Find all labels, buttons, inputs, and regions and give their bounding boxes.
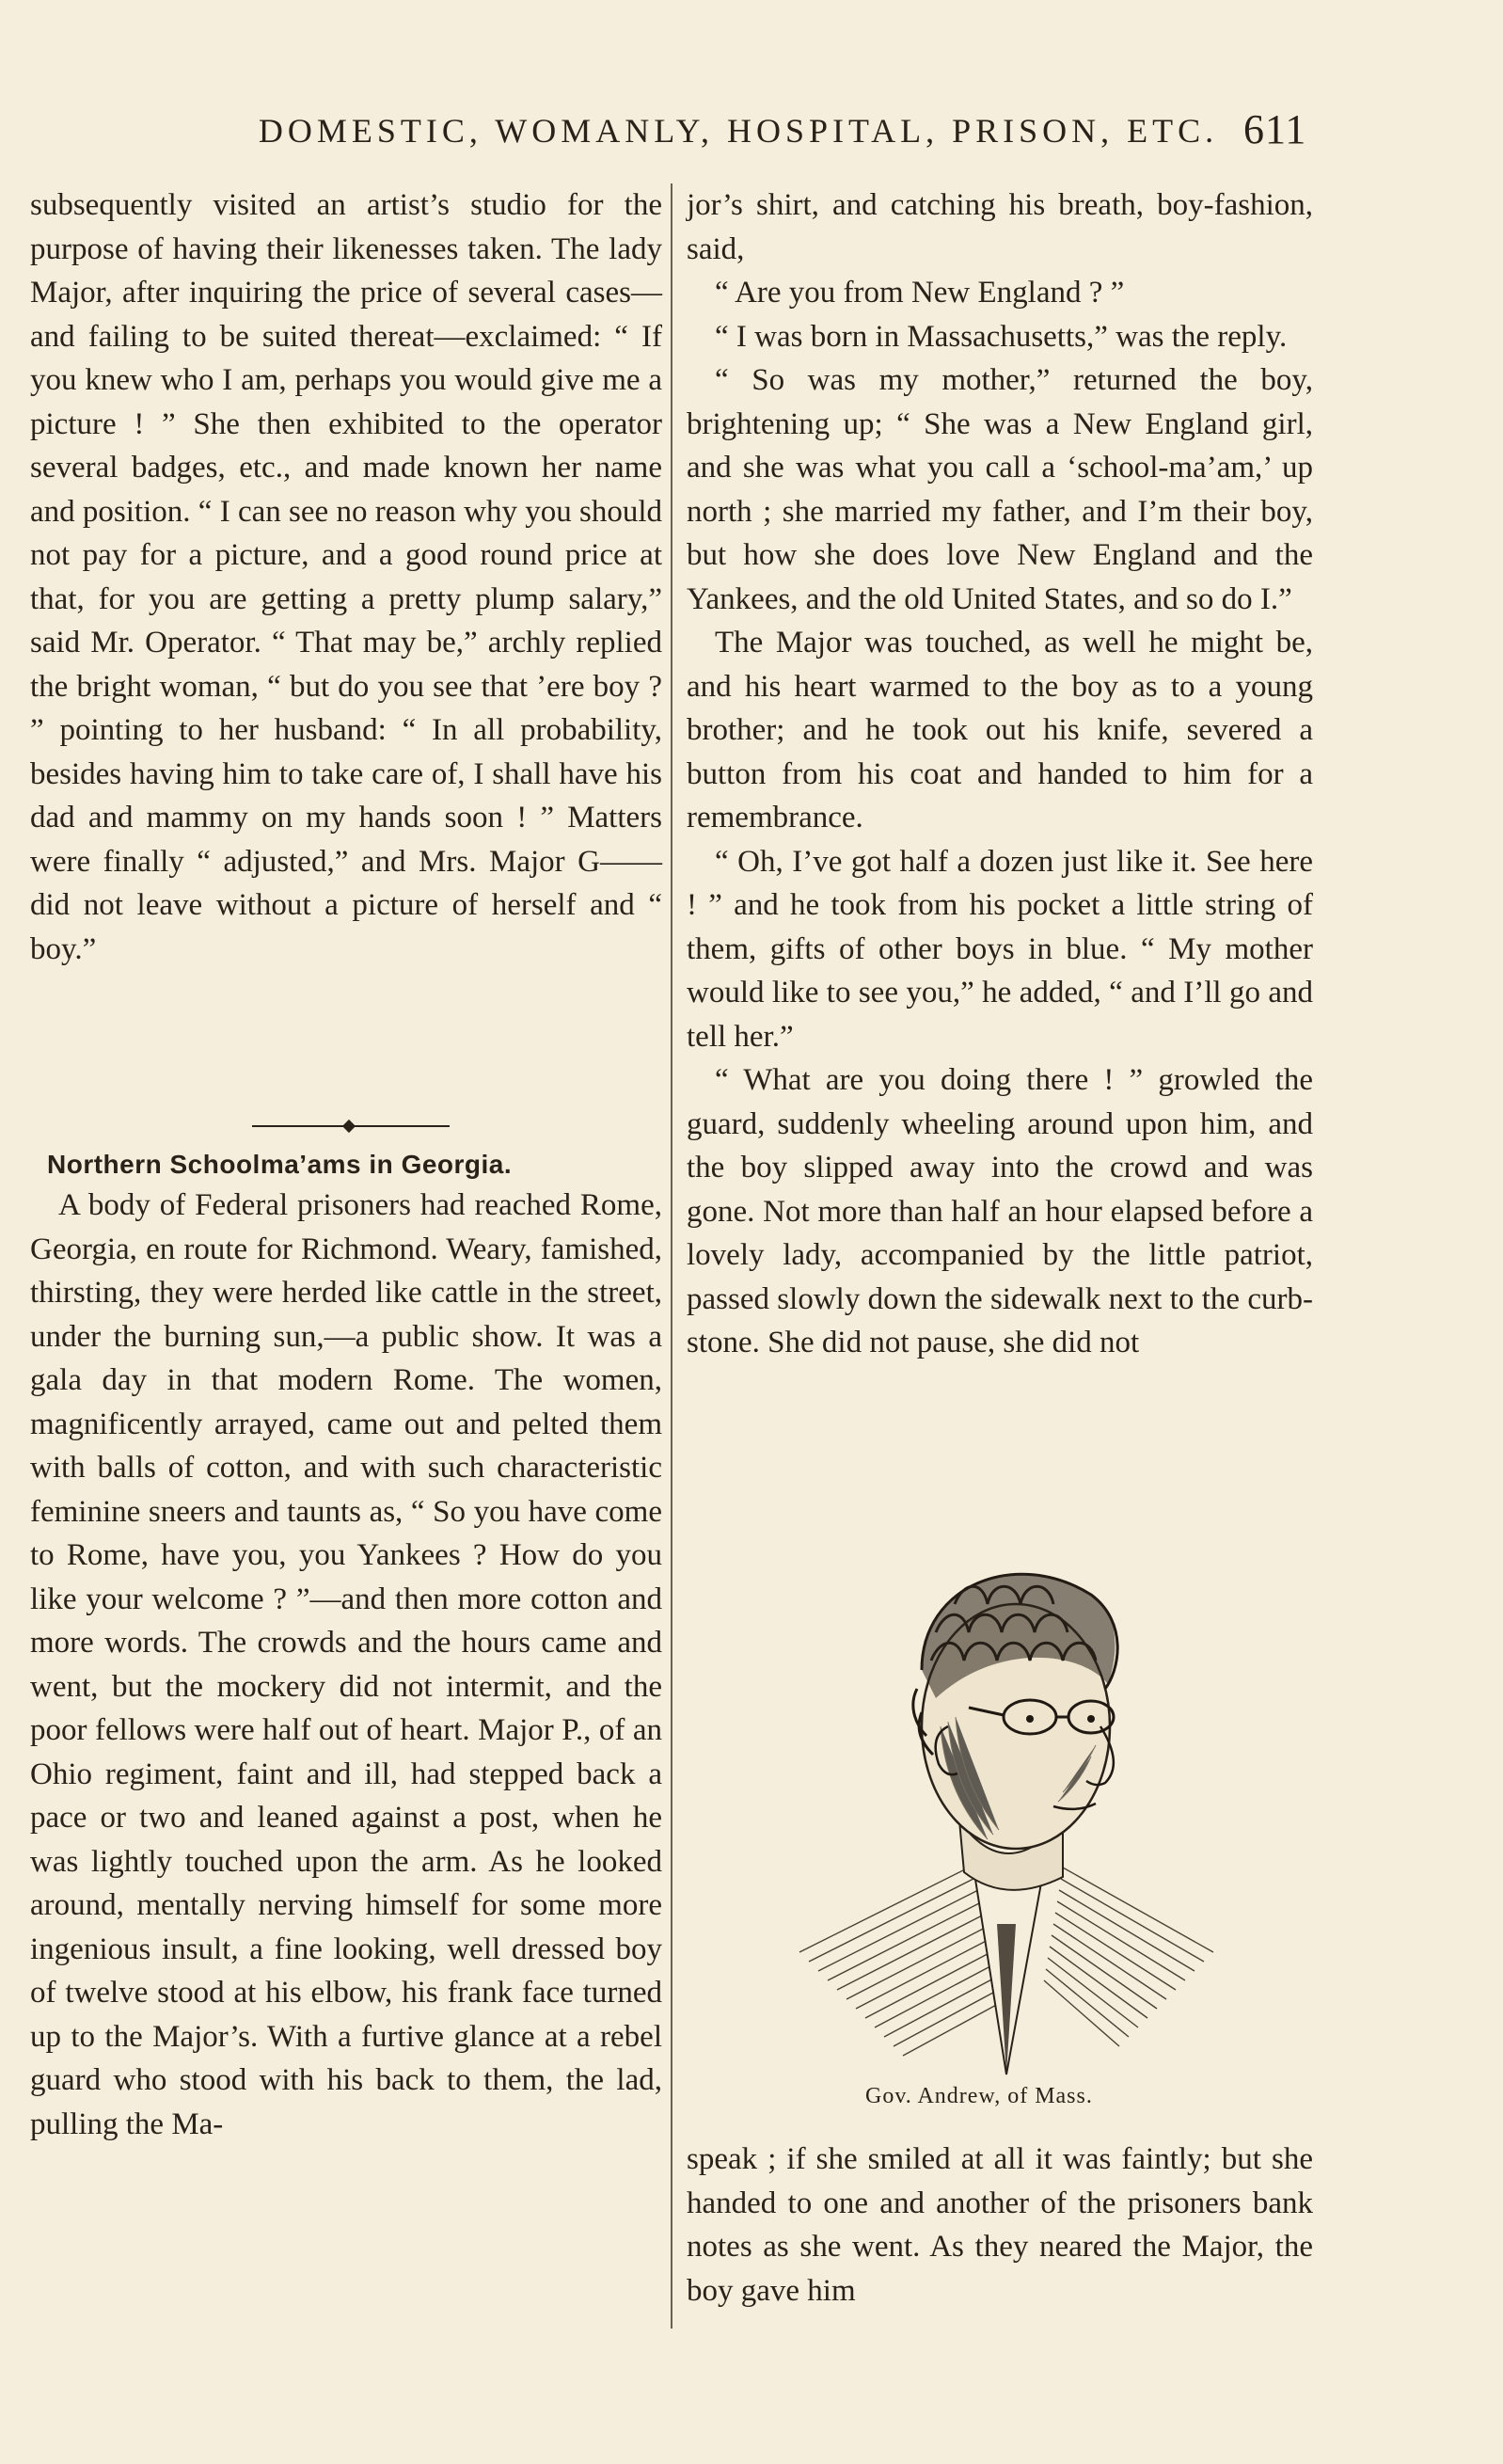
- right-column-lower: [687, 2138, 1313, 2313]
- right-paragraph-4: “ So was my mother,” returned the boy, brightening up; “ She was a New England girl, and she was what you call a ‘school-ma’am,’ up north ; she married my father, and I’m their boy, but how she does love New England and the Yankees, and the old United States, and so do I.”: [687, 363, 1313, 616]
- right-paragraph-6: “ Oh, I’ve got half a dozen just like it. See here ! ” and he took from his pocket a little string of them, gifts of other boys in blue. “ My mother would like to see you,” he added, “ and I’ll go and tell her.”: [687, 844, 1313, 1054]
- running-head: DOMESTIC, WOMANLY, HOSPITAL, PRISON, ETC.: [258, 112, 1219, 150]
- illustration-caption: Gov. Andrew, of Mass.: [865, 2084, 1093, 2108]
- column-divider: [671, 183, 672, 2329]
- right-paragraph-2: “ Are you from New England ? ”: [715, 276, 1125, 310]
- section-heading: Northern Schoolma’ams in Georgia.: [47, 1150, 513, 1179]
- section-divider-ornament: [342, 1120, 356, 1133]
- left-paragraph-continued: subsequently visited an artist’s studio for the purpose of having their likenesses taken. The lady Major, after inquiring the price of several cases—and failing to be suited thereat—exclaimed: “ If you knew who I am, perhaps you would give me a picture ! ” She then exhibited to the operator several badges, etc., and made known her name and position. “ I can see no reason why you should not pay for a picture, and a good round price at that, for you are getting a pretty plump salary,” said Mr. Operator. “ That may be,” archly replied the bright woman, “ but do you see that ’ere boy ? ” pointing to her husband: “ In all probability, besides having him to take care of, I shall have his dad and mammy on my hands soon ! ” Matters were finally “ adjusted,” and Mrs. Major G—— did not leave without a picture of herself and “ boy.”: [30, 188, 662, 966]
- page-number: 611: [1243, 106, 1307, 152]
- right-paragraph-5: The Major was touched, as well he might be, and his heart warmed to the boy as to a young brother; and he took out his knife, severed a button from his coat and handed to him for a remembrance.: [687, 626, 1313, 835]
- left-column-lower: [30, 1184, 662, 2146]
- right-paragraph-8: speak ; if she smiled at all it was faintly; but she handed to one and another of the prisoners bank notes as she went. As they neared the Major, the boy gave him: [687, 2142, 1313, 2308]
- left-paragraph-federal-prisoners: A body of Federal prisoners had reached Rome, Georgia, en route for Richmond. Weary, famished, thirsting, they were herded like cattle in the street, under the burning sun,—a public show. It was a gala day in that modern Rome. The women, magnificently arrayed, came out and pelted them with balls of cotton, and with such characteristic feminine sneers and taunts as, “ So you have come to Rome, have you, you Yankees ? How do you like your welcome ? ”—and then more cotton and more words. The crowds and the hours came and went, but the mockery did not intermit, and the poor fellows were half out of heart. Major P., of an Ohio regiment, faint and ill, had stepped back a pace or two and leaned against a post, when he was lightly touched upon the arm. As he looked around, mentally nerving himself for some more ingenious insult, a fine looking, well dressed boy of twelve stood at his elbow, his frank face turned up to the Major’s. With a furtive glance at a rebel guard who stood with his back to them, the lad, pulling the Ma-: [30, 1188, 662, 2141]
- right-paragraph-1: jor’s shirt, and catching his breath, boy-fashion, said,: [687, 188, 1313, 266]
- portrait-engraving: [781, 1510, 1232, 2084]
- right-column-upper: [687, 183, 1313, 1365]
- left-column-upper: [30, 183, 662, 971]
- right-paragraph-3: “ I was born in Massachusetts,” was the reply.: [715, 319, 1288, 354]
- right-paragraph-7: “ What are you doing there ! ” growled the guard, suddenly wheeling around upon him, and the boy slipped away into the crowd and was gone. Not more than half an hour elapsed before a lovely lady, accompanied by the little patriot, passed slowly down the sidewalk next to the curb-stone. She did not pause, she did not: [687, 1063, 1313, 1359]
